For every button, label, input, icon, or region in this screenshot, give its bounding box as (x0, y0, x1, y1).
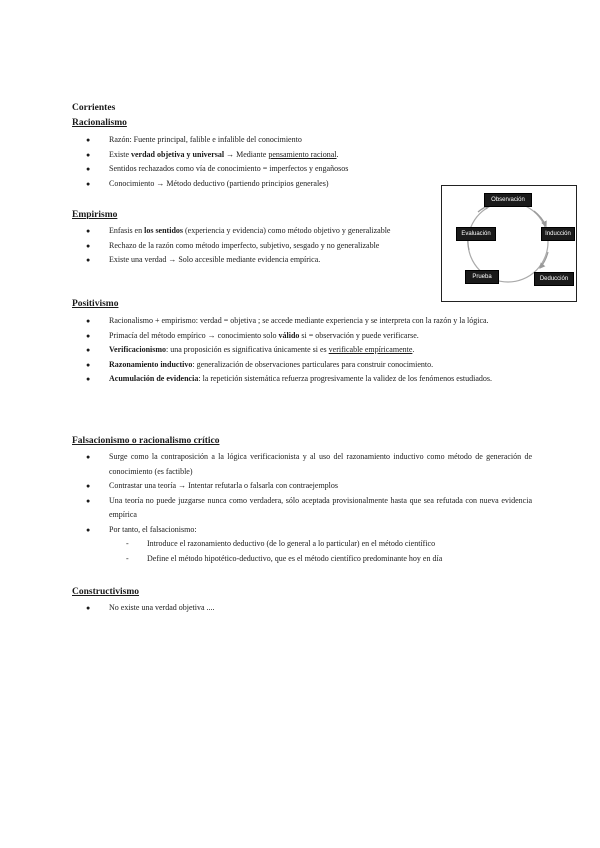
document-title: Corrientes (72, 103, 116, 113)
list-item (72, 601, 532, 616)
item-text: → Mediante (224, 149, 269, 159)
item-bold: verdad objetiva y universal (131, 149, 225, 159)
item-text: Surge como la contraposición a la lógica verificacionista y al uso del razonamiento inductivo como método de generación de conocimiento (es factible) (109, 452, 532, 476)
item-text: Contrastar una teoría → Intentar refutarla o falsarla con contraejemplos (109, 481, 339, 490)
node-evaluacion: Evaluación (456, 227, 496, 241)
item-text: : la repetición sistemática refuerza progresivamente la validez de los fenómenos estudiados. (198, 374, 493, 383)
item-text: Sentidos rechazados como vía de conocimiento = imperfectos y engañosos (109, 164, 349, 173)
item-text: : generalización de observaciones particulares para construir conocimiento. (192, 359, 434, 369)
list-racionalismo (72, 133, 452, 191)
list-empirismo (72, 224, 434, 268)
item-bold: Razonamiento inductivo (109, 359, 193, 369)
list-item (72, 358, 532, 373)
item-text: Existe (109, 149, 131, 159)
list-item (72, 148, 452, 163)
list-item (72, 177, 452, 192)
list-item (72, 450, 532, 479)
item-text: . (336, 149, 339, 159)
item-text: Primacía del método empírico → conocimiento solo (109, 330, 279, 340)
list-item (72, 523, 532, 567)
list-item (72, 343, 532, 358)
item-text: No existe una verdad objetiva .... (109, 603, 215, 612)
list-item (72, 479, 532, 494)
list-falsacionismo (72, 450, 532, 566)
item-text: Introduce el razonamiento deductivo (de lo general a lo particular) en el método científico (147, 539, 436, 548)
node-observacion: Observación (484, 193, 532, 207)
sublist-item (109, 552, 532, 567)
heading-empirismo: Empirismo (72, 210, 118, 220)
item-text: . (412, 345, 415, 354)
item-text: Existe una verdad → Solo accesible mediante evidencia empírica. (109, 255, 321, 264)
heading-positivismo: Positivismo (72, 299, 119, 309)
list-item (72, 253, 434, 268)
list-item (72, 329, 532, 344)
list-item (72, 314, 532, 329)
heading-falsacionismo: Falsacionismo o racionalismo crítico (72, 436, 220, 446)
node-prueba: Prueba (465, 270, 499, 284)
item-text: Razón: Fuente principal, falible e infalible del conocimiento (109, 135, 302, 144)
item-bold: Acumulación de evidencia (109, 374, 199, 383)
list-item (72, 162, 452, 177)
sublist-falsacionismo (109, 537, 532, 566)
list-positivismo (72, 314, 532, 387)
item-bold: Verificacionismo (109, 345, 167, 354)
sublist-item (109, 537, 532, 552)
item-text: Define el método hipotético-deductivo, que es el método científico predominante hoy en día (147, 553, 443, 563)
list-item (72, 239, 434, 254)
node-deduccion: Deducción (534, 272, 574, 286)
item-underlined: pensamiento racional (268, 149, 337, 159)
item-text: Enfasis en (109, 226, 145, 235)
node-induccion: Inducción (541, 227, 575, 241)
item-underlined: verificable empíricamente (328, 345, 413, 354)
item-text: : una proposición es significativa únicamente si es (166, 345, 329, 354)
item-bold: los sentidos (144, 226, 184, 235)
item-text: Una teoría no puede juzgarse nunca como verdadera, sólo aceptada provisionalmente hasta que sea refutada con nueva evidencia empírica (109, 495, 532, 519)
item-text: Racionalismo + empirismo: verdad = objetiva ; se accede mediante experiencia y se interpreta con la razón y la lógica. (109, 316, 489, 325)
heading-racionalismo: Racionalismo (72, 118, 127, 128)
list-item (72, 224, 434, 239)
item-text: Conocimiento → Método deductivo (partiendo principios generales) (109, 178, 329, 188)
item-text: si = observación y puede verificarse. (299, 330, 419, 340)
list-item (72, 133, 452, 148)
item-text: (experiencia y evidencia) como método objetivo y generalizable (183, 226, 391, 235)
list-item (72, 372, 532, 387)
scientific-method-diagram (441, 185, 577, 302)
item-text: Rechazo de la razón como método imperfecto, subjetivo, sesgado y no generalizable (109, 240, 380, 250)
heading-constructivismo: Constructivismo (72, 587, 140, 597)
item-bold: válido (278, 330, 300, 340)
item-text: Por tanto, el falsacionismo: (109, 524, 197, 534)
list-item (72, 494, 532, 523)
list-constructivismo (72, 601, 532, 616)
